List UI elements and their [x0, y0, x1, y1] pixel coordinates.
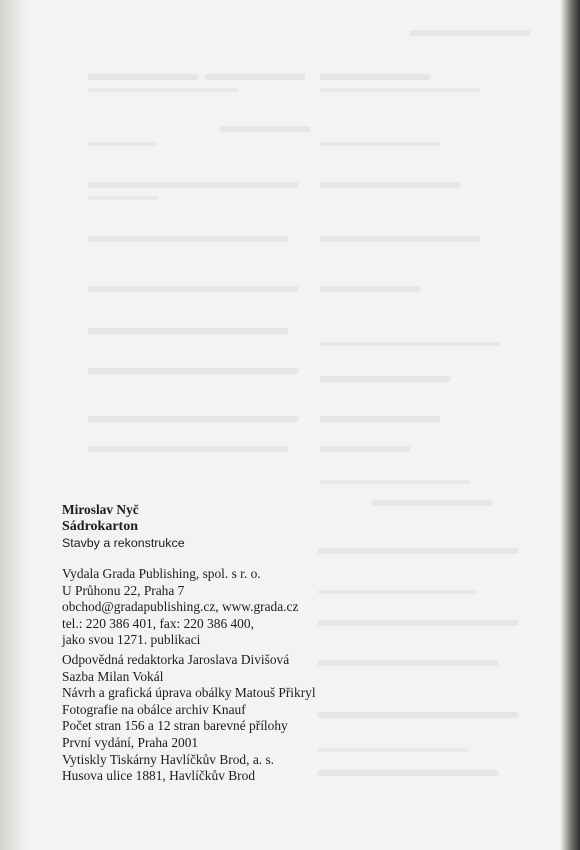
credit-line: Vytiskly Tiskárny Havlíčkův Brod, a. s. [62, 751, 275, 767]
publisher-line: tel.: 220 386 401, fax: 220 386 400, [62, 615, 254, 631]
credit-line: První vydání, Praha 2001 [62, 734, 199, 750]
publisher-line: U Průhonu 22, Praha 7 [62, 582, 185, 598]
credit-line: Fotografie na obálce archiv Knauf [62, 701, 246, 717]
publisher-line: jako svou 1271. publikaci [62, 632, 201, 648]
page-gutter-shadow [0, 0, 28, 850]
imprint-block [62, 502, 362, 785]
publisher-line: Vydala Grada Publishing, spol. s r. o. [62, 566, 261, 581]
publisher-line: obchod@gradapublishing.cz, www.grada.cz [62, 599, 299, 615]
credits [62, 652, 362, 785]
credit-line: Počet stran 156 a 12 stran barevné přílohy [62, 718, 288, 734]
credit-line: Návrh a grafická úprava obálky Matouš Přikryl [62, 685, 316, 701]
credit-line: Odpovědná redaktorka Jaroslava Divišová [62, 651, 290, 667]
credit-line: Husova ulice 1881, Havlíčkův Brod [62, 768, 256, 784]
author-name: Miroslav Nyč [62, 502, 139, 517]
book-subtitle: Stavby a rekonstrukce [62, 536, 185, 550]
book-title: Sádrokarton [62, 519, 138, 534]
publisher-info [62, 566, 362, 649]
credit-line: Sazba Milan Vokál [62, 668, 164, 684]
page-edge-shadow [560, 0, 580, 850]
